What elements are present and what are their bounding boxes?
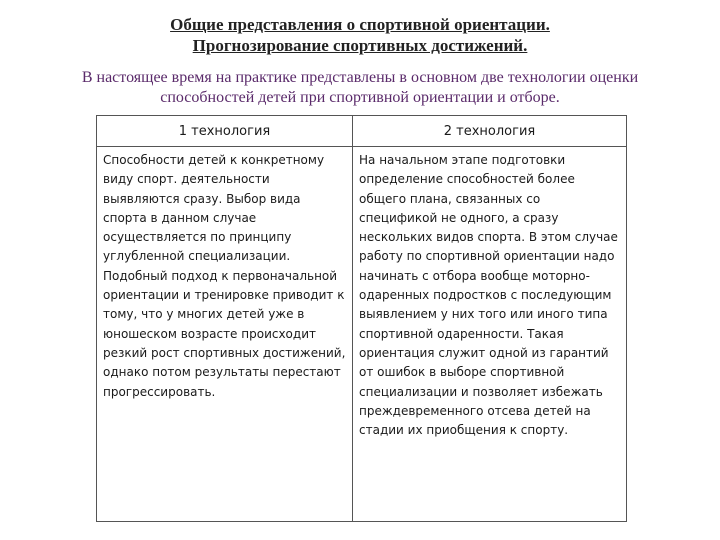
header-technology-1: 1 технология	[97, 116, 353, 147]
technologies-table	[96, 115, 627, 522]
title-line-1: Общие представления о спортивной ориентации.	[170, 15, 550, 34]
cell-technology-2: На начальном этапе подготовки определение способностей более общего плана, связанных со спецификой не одного, а сразу нескольких видов спорта. В этом случае работу по спортивной ориентации надо начинать с отбора вообще моторно-одаренных подростков с последующим выявлением у них того или иного типа спортивной одаренности. Такая ориентация служит одной из гарантий от ошибок в выборе спортивной специализации и позволяет избежать преждевременного отсева детей на стадии их приобщения к спорту.	[353, 147, 627, 522]
cell-technology-1: Способности детей к конкретному виду спорт. деятельности выявляются сразу. Выбор вида спорта в данном случае осуществляется по принципу углубленной специализации. Подобный подход к первоначальной ориентации и тренировке приводит к тому, что у многих детей уже в юношеском возрасте происходит резкий рост спортивных достижений, однако потом результаты перестают прогрессировать.	[97, 147, 353, 522]
table-header-row	[97, 116, 627, 147]
intro-paragraph: В настоящее время на практике представлены в основном две технологии оценки способностей детей при спортивной ориентации и отборе.	[81, 69, 639, 106]
table-row	[97, 147, 627, 522]
slide-title	[0, 14, 720, 56]
header-technology-2: 2 технология	[353, 116, 627, 147]
title-line-2: Прогнозирование спортивных достижений.	[192, 36, 528, 55]
